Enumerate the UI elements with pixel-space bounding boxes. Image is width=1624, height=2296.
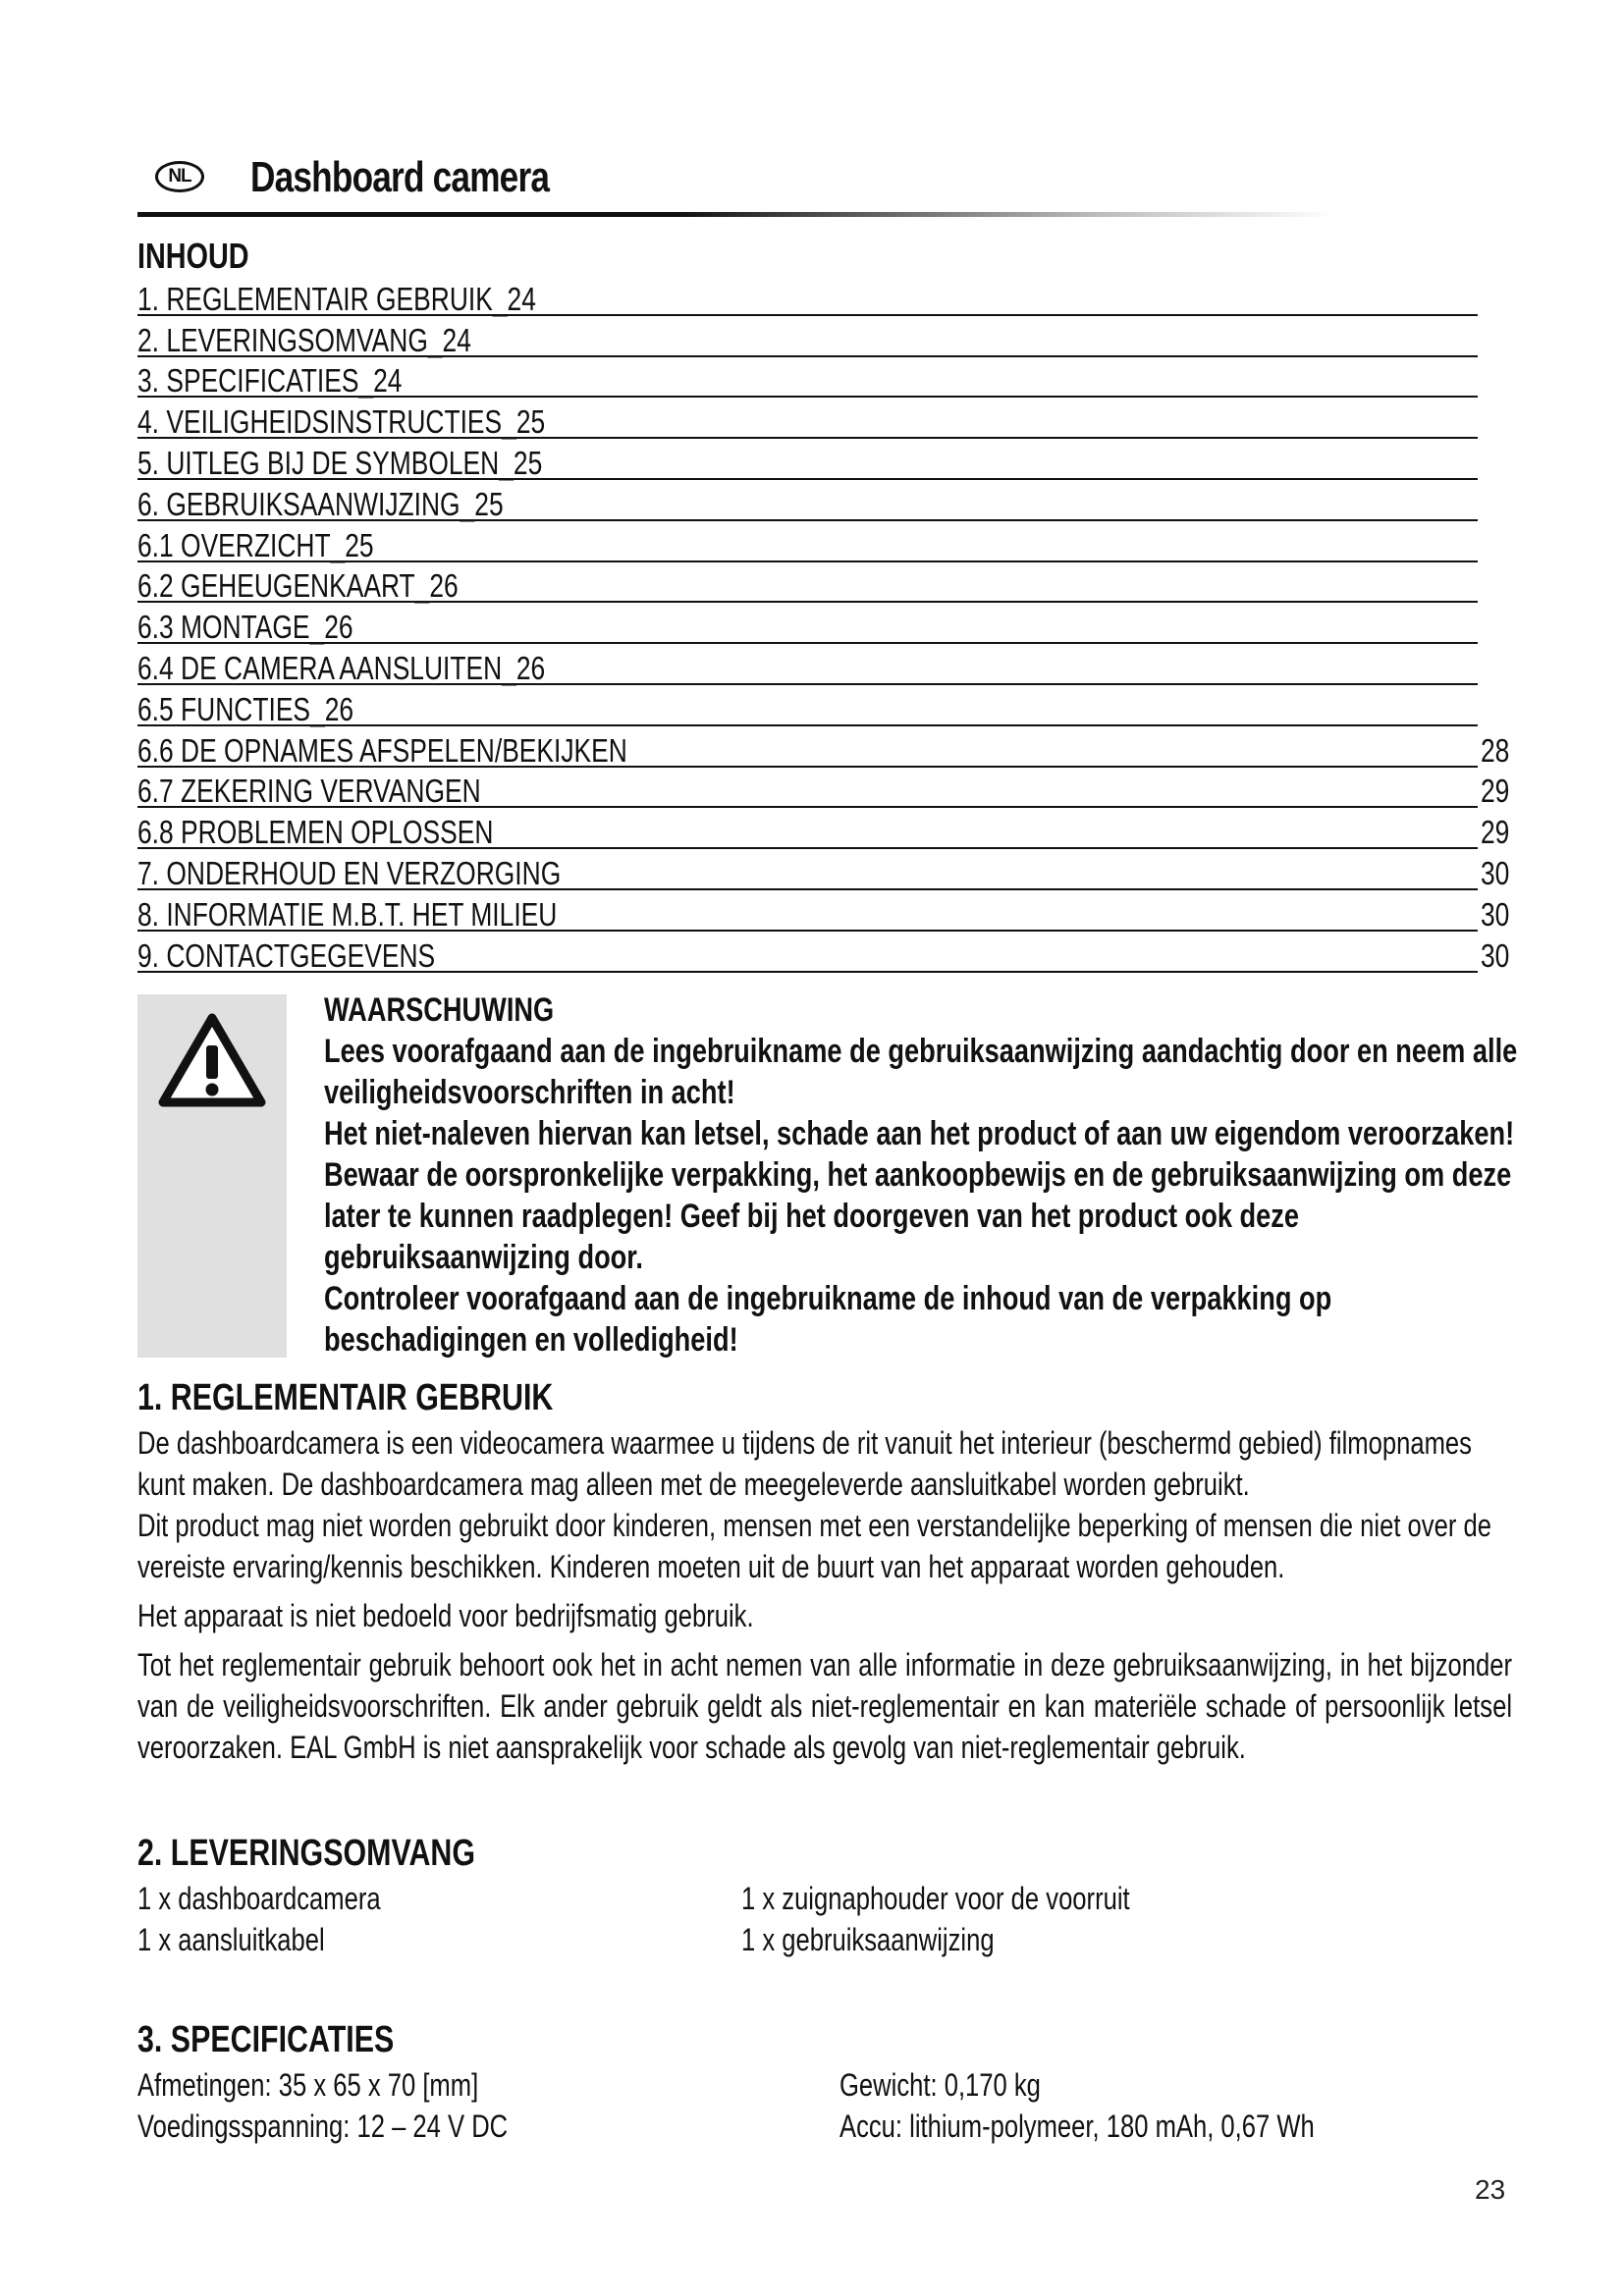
toc-item[interactable] [137, 443, 1512, 484]
toc-item-label: 6.7 ZEKERING VERVANGEN [137, 773, 481, 810]
warning-line: Bewaar de oorspronkelijke verpakking, het aankoopbewijs en de gebruiksaanwijzing om deze later te kunnen raadplegen! Geef bij het doorgeven van het product ook deze gebruiksaanwijzing door. [324, 1156, 1512, 1276]
delivery-row [137, 1919, 1512, 1960]
warning-sidebar [137, 994, 287, 1358]
warning-text [324, 989, 1522, 1361]
section-specifications [137, 2019, 1512, 2147]
language-badge: NL [155, 161, 204, 192]
toc-item-page: 30 [1481, 854, 1510, 891]
toc-item-label: 6. GEBRUIKSAANWIJZING_25 [137, 485, 504, 522]
spec-row [137, 2106, 1512, 2147]
toc-item[interactable] [137, 320, 1512, 361]
spec-item: Gewicht: 0,170 kg [839, 2067, 1041, 2103]
toc-item-label: 7. ONDERHOUD EN VERZORGING [137, 854, 562, 891]
toc-item-label: 2. LEVERINGSOMVANG_24 [137, 321, 471, 358]
toc-item-label: 5. UITLEG BIJ DE SYMBOLEN_25 [137, 444, 543, 481]
section-title: 3. SPECIFICATIES [137, 2019, 395, 2060]
toc-item-label: 6.6 DE OPNAMES AFSPELEN/BEKIJKEN [137, 731, 627, 769]
toc-item-page: 29 [1481, 814, 1510, 851]
warning-line: Het niet-naleven hiervan kan letsel, schade aan het product of aan uw eigendom veroorzaken! [324, 1115, 1515, 1152]
toc-item-page: 30 [1481, 895, 1510, 933]
section-scope-of-delivery [137, 1833, 1512, 1960]
paragraph: De dashboardcamera is een videocamera waarmee u tijdens de rit vanuit het interieur (beschermd gebied) filmopnames kunt maken. De dashboardcamera mag alleen met de meegeleverde aansluitkabel worden gebruikt. [137, 1425, 1472, 1502]
section-title: 1. REGLEMENTAIR GEBRUIK [137, 1377, 554, 1418]
delivery-row [137, 1878, 1512, 1919]
toc-item-label: 6.5 FUNCTIES_26 [137, 690, 354, 727]
warning-line: Controleer voorafgaand aan de ingebruikname de inhoud van de verpakking op beschadigingen en volledigheid! [324, 1280, 1332, 1359]
section-title: 2. LEVERINGSOMVANG [137, 1833, 476, 1874]
warning-title: WAARSCHUWING [324, 991, 555, 1029]
toc-item[interactable] [137, 566, 1512, 608]
toc-list [137, 279, 1512, 977]
toc-item-label: 6.2 GEHEUGENKAART_26 [137, 567, 459, 605]
toc-item-label: 6.1 OVERZICHT_25 [137, 526, 374, 563]
toc-item[interactable] [137, 812, 1512, 853]
warning-triangle-icon [157, 1012, 267, 1110]
toc-item-label: 1. REGLEMENTAIR GEBRUIK_24 [137, 280, 536, 317]
paragraph: Dit product mag niet worden gebruikt door kinderen, mensen met een verstandelijke beperking of mensen die niet over de vereiste ervaring/kennis beschikken. Kinderen moeten uit de buurt van het apparaat worden gehouden. [137, 1508, 1491, 1584]
paragraph: Het apparaat is niet bedoeld voor bedrijfsmatig gebruik. [137, 1598, 754, 1633]
spec-item: Voedingsspanning: 12 – 24 V DC [137, 2109, 509, 2144]
toc-item[interactable] [137, 361, 1512, 402]
toc-item-label: 3. SPECIFICATIES_24 [137, 362, 403, 400]
toc-item[interactable] [137, 935, 1512, 977]
paragraph: Tot het reglementair gebruik behoort ook het in acht nemen van alle informatie in deze gebruiksaanwijzing, in het bijzonder van de veiligheidsvoorschriften. Elk ander gebruik geldt als niet-reglementair en kan materiële schade of persoonlijk letsel veroorzaken. EAL GmbH is niet aansprakelijk voor schade als gevolg van niet-reglementair gebruik. [137, 1647, 1512, 1765]
toc-item[interactable] [137, 730, 1512, 772]
page-number: 23 [1475, 2174, 1506, 2205]
toc-heading: INHOUD [137, 236, 249, 276]
section-intended-use [137, 1377, 1512, 1768]
toc-item[interactable] [137, 525, 1512, 566]
toc-item[interactable] [137, 279, 1512, 320]
delivery-item: 1 x dashboardcamera [137, 1881, 381, 1916]
toc-item-label: 6.3 MONTAGE_26 [137, 609, 353, 646]
toc-item[interactable] [137, 772, 1512, 813]
toc-item-page: 30 [1481, 936, 1510, 974]
toc-item[interactable] [137, 689, 1512, 730]
toc-item[interactable] [137, 607, 1512, 648]
spec-item: Accu: lithium-polymeer, 180 mAh, 0,67 Wh [839, 2109, 1315, 2144]
toc-item-page: 29 [1481, 773, 1510, 810]
spec-item: Afmetingen: 35 x 65 x 70 [mm] [137, 2067, 479, 2103]
table-of-contents [137, 236, 1512, 977]
spec-row [137, 2064, 1512, 2106]
toc-item-label: 6.8 PROBLEMEN OPLOSSEN [137, 814, 494, 851]
warning-line: Lees voorafgaand aan de ingebruikname de gebruiksaanwijzing aandachtig door en neem alle veiligheidsvoorschriften in acht! [324, 1033, 1518, 1111]
toc-item-label: 4. VEILIGHEIDSINSTRUCTIES_25 [137, 403, 546, 441]
header-divider [137, 212, 1335, 217]
document-title: Dashboard camera [250, 153, 550, 201]
toc-item[interactable] [137, 853, 1512, 894]
toc-item[interactable] [137, 894, 1512, 935]
delivery-item: 1 x zuignaphouder voor de voorruit [741, 1881, 1130, 1916]
delivery-item: 1 x gebruiksaanwijzing [741, 1922, 995, 1957]
toc-item[interactable] [137, 401, 1512, 443]
toc-item-label: 9. CONTACTGEGEVENS [137, 936, 436, 974]
toc-item[interactable] [137, 484, 1512, 525]
toc-item-label: 8. INFORMATIE M.B.T. HET MILIEU [137, 895, 558, 933]
toc-item[interactable] [137, 648, 1512, 689]
toc-item-page: 28 [1481, 731, 1510, 769]
delivery-item: 1 x aansluitkabel [137, 1922, 325, 1957]
toc-item-label: 6.4 DE CAMERA AANSLUITEN_26 [137, 649, 546, 686]
